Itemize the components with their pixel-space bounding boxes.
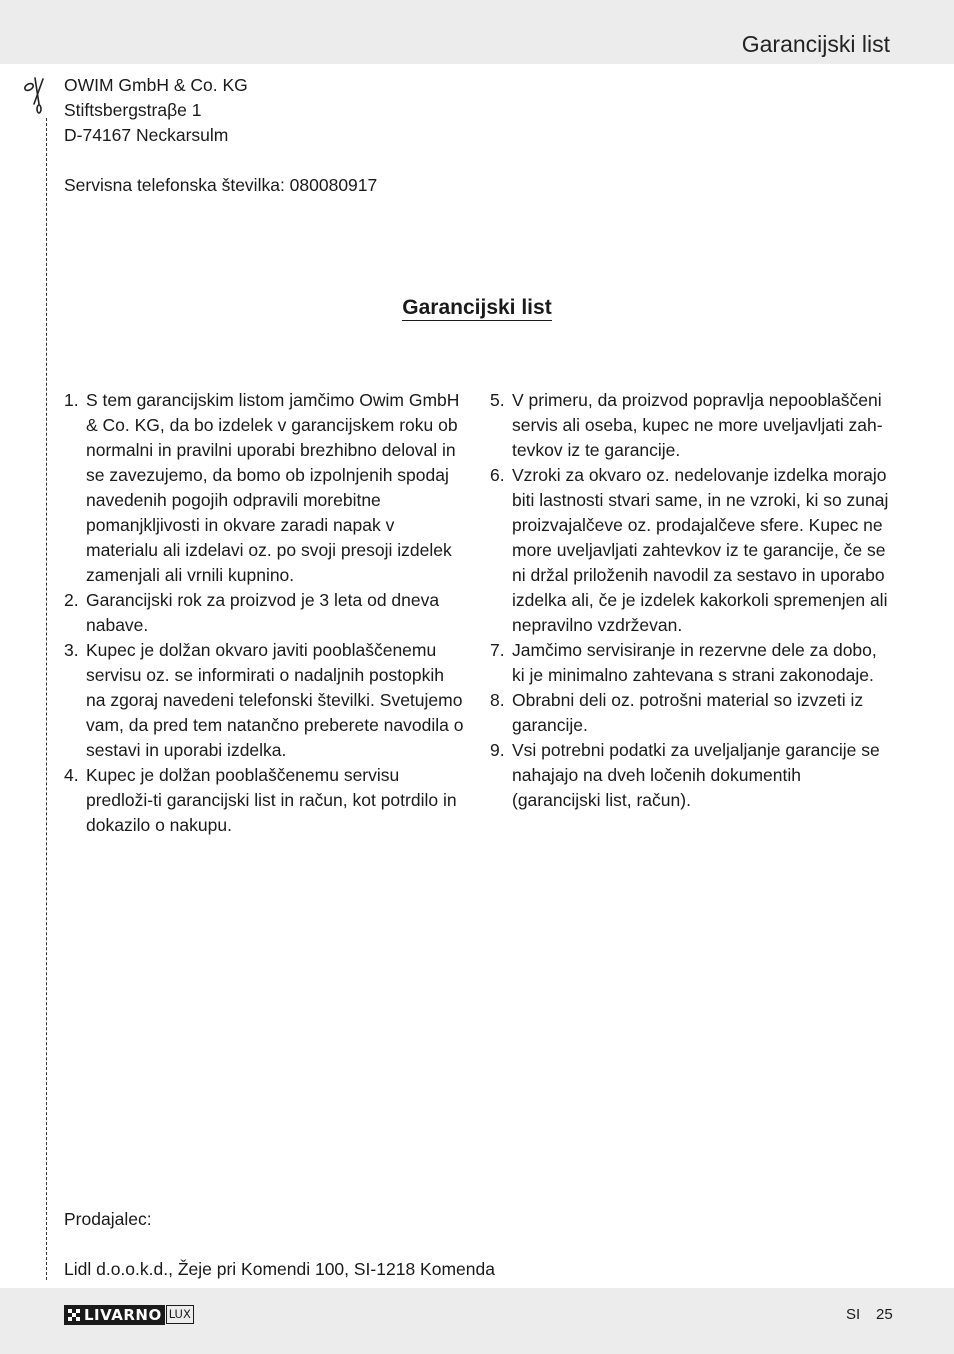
terms-list-right (490, 388, 894, 813)
term-text: S tem garancijskim listom jamčimo Owim GmbH & Co. KG, da bo izdelek v garancijskem roku ob normalni in pravilni uporabi brezhibno deloval in se zavezujemo, da bomo ob izpolnjenih spodaj navedenih pogojih odpravili morebitne pomanjkljivosti in okvare zaradi napak v materialu ali izdelavi oz. po svoji presoji izdelek zamenjali ali vrnili kupnino. (86, 390, 460, 585)
logo-main (64, 1305, 165, 1325)
term-item (64, 388, 466, 588)
logo-mark-icon (68, 1309, 80, 1321)
term-number: 7. (490, 640, 505, 660)
logo-lux: LUX (166, 1305, 194, 1324)
term-text: Vsi potrebni podatki za uveljaljanje garancije se nahajajo na dveh ločenih dokumentih (garancijski list, račun). (512, 740, 880, 810)
term-text: Vzroki za okvaro oz. nedelovanje izdelka morajo biti lastnosti stvari same, in ne vzroki, ki so zunaj proizvajalčeve oz. prodajalčeve sfere. Kupec ne more uveljavljati zahtevkov iz te garancije, če se ni držal priloženih navodil za sestavo in uporabo izdelka ali, če je izdelek kakorkoli spremenjen ali nepravilno vzdrževan. (512, 465, 889, 635)
manufacturer-address (64, 73, 248, 148)
seller-label: Prodajalec: (64, 1209, 152, 1229)
terms-column-left (64, 388, 466, 838)
page-number: 25 (876, 1306, 893, 1323)
address-line: OWIM GmbH & Co. KG (64, 75, 248, 95)
address-line: Stiftsbergstraβe 1 (64, 100, 202, 120)
term-number: 9. (490, 740, 505, 760)
document-title: Garancijski list (402, 296, 552, 319)
term-item (490, 388, 894, 463)
term-number: 2. (64, 590, 79, 610)
term-number: 5. (490, 390, 505, 410)
logo-text: LIVARNO (84, 1306, 162, 1324)
terms-column-right (490, 388, 894, 813)
term-item (490, 688, 894, 738)
document-title-wrap (0, 295, 954, 321)
term-item (490, 638, 894, 688)
seller-address: Lidl d.o.o.k.d., Žeje pri Komendi 100, SI-1218 Komenda (64, 1259, 495, 1279)
address-line: D-74167 Neckarsulm (64, 125, 229, 145)
term-text: Kupec je dolžan okvaro javiti pooblaščenemu servisu oz. se informirati o nadaljnih postopkih na zgoraj navedeni telefonski številki. Svetujemo vam, da pred tem natančno preberete navodila o sestavi in uporabi izdelka. (86, 640, 464, 760)
terms-list-left (64, 388, 466, 838)
term-text: Kupec je dolžan pooblaščenemu servisu predloži-ti garancijski list in račun, kot potrdilo in dokazilo o nakupu. (86, 765, 457, 835)
language-code: SI (846, 1306, 861, 1323)
cut-line (46, 118, 47, 1280)
term-text: V primeru, da proizvod popravlja nepooblaščeni servis ali oseba, kupec ne more uveljavljati zah-tevkov iz te garancije. (512, 390, 883, 460)
term-item (490, 463, 894, 638)
term-item (64, 588, 466, 638)
term-text: Obrabni deli oz. potrošni material so izvzeti iz garancije. (512, 690, 864, 735)
term-item (64, 763, 466, 838)
term-number: 6. (490, 465, 505, 485)
scissors-icon (22, 74, 50, 114)
term-number: 3. (64, 640, 79, 660)
term-item (64, 638, 466, 763)
page-header-title: Garancijski list (741, 31, 890, 57)
term-item (490, 738, 894, 813)
brand-logo (64, 1305, 194, 1325)
term-number: 4. (64, 765, 79, 785)
term-number: 1. (64, 390, 79, 410)
service-phone: Servisna telefonska številka: 080080917 (64, 175, 378, 195)
term-text: Jamčimo servisiranje in rezervne dele za dobo, ki je minimalno zahtevana s strani zakonodaje. (512, 640, 877, 685)
term-text: Garancijski rok za proizvod je 3 leta od dneva nabave. (86, 590, 440, 635)
term-number: 8. (490, 690, 505, 710)
